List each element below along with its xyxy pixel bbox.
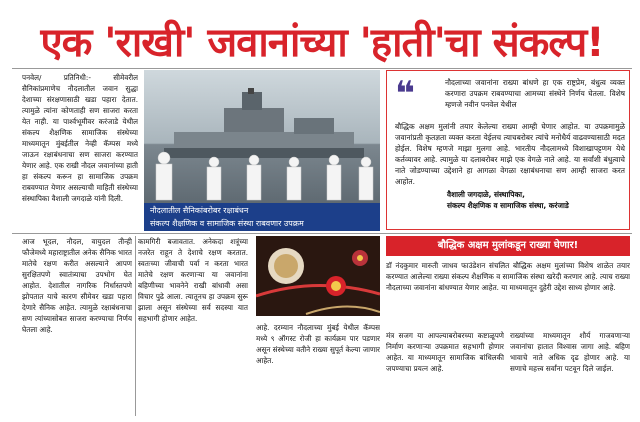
quote-mark-icon: ❝ [395, 74, 415, 114]
rakhi-illustration [256, 236, 380, 316]
rakhi-photo [256, 236, 380, 316]
photo-caption [144, 203, 380, 231]
navy-photo [144, 70, 380, 203]
section-rule [12, 233, 632, 234]
signature-line-1: वैशाली जगदाळे, संस्थापिका, [447, 190, 525, 199]
sailors-illustration [144, 148, 380, 203]
body-column-e: मंत्र सजग या आपल्याबरोबरच्या कष्टाळूपणे निर्माण करणाऱ्या उपक्रमात सहभागी होणार आहेत. या माध्यमातून सामाजिक बांधिलकी जपण्याचा प्रयत्न आहे. [386, 331, 504, 373]
quote-box [386, 70, 630, 230]
body-column-b: कामगिरी बजावतात. अनेकदा शत्रूंच्या नजरेत राहून ते देशाचे रक्षण करतात. स्वतःच्या जीवाची पर्वा न करता भारत मातेचे रक्षण करणाऱ्या या जवानांना बहिणीच्या भावनेने राखी बांधावी असा विचार पुढे आला. त्यातूनच हा उपक्रम सुरू झाला असून संस्थेच्या सर्व सदस्या यात सहभागी होणार आहेत. [138, 237, 248, 323]
caption-line-1: नौदलातील सैनिकांबरोबर रक्षाबंधन [150, 206, 249, 215]
body-column-a: आज भूदल, नौदल, वायुदल तीन्ही फौजेमध्ये महाराष्ट्रातील अनेक सैनिक भारत मातेचे रक्षण करीत असल्याने आपण सुरक्षितपणे स्वातंत्र्याचा उपभोग घेत आहोत. देशातील नागरिक निर्धास्तपणे झोपतात याचे कारण सीमेवर खडा पहारा देणारे सैनिक आहेत. त्यामुळे रक्षाबंधनाचा सण त्यांच्यासोबत साजरा करण्याचा निर्णय घेतला आहे. [22, 237, 132, 334]
quote-signature [447, 189, 627, 211]
headline: एक 'राखी' जवानांच्या 'हाती'चा संकल्प! [40, 19, 604, 66]
column-divider [135, 236, 136, 416]
headline-rule [12, 68, 632, 69]
quote-body: बौद्धिक अक्षम मुलांनी तयार केलेल्या राख्या आम्ही घेणार आहोत. या उपक्रमामुळे जवानांप्रती कृतज्ञता व्यक्त करता येईलच त्याचबरोबर त्यांचे मनोधैर्य वाढवण्यासाठी मदत होईल. विशेष म्हणजे माझा मुलगा आहे. भारतीय नौदलामध्ये विशाखापट्टणम येथे कर्तव्यावर आहे. त्यामुळे या दलाबरोबर माझे एक वेगळे नाते आहे. या सर्वांशी बंधुत्वाचे नाते जोडण्याच्या उद्देशाने हा आगळा वेगळा रक्षाबंधनाचा सण आम्ही साजरा करत आहोत. [395, 122, 625, 186]
caption-line-2: संकल्प शैक्षणिक व सामाजिक संस्था राबवणार उपक्रम [150, 219, 304, 228]
section-banner: बौद्धिक अक्षम मुलांकडून राख्या घेणार! [386, 236, 630, 256]
lead-column: पनवेल/ प्रतिनिधी:- सीमेवरील सैनिकांप्रमाणेच नौदलातील जवान सुद्धा देशाच्या संरक्षणासाठी खडा पहारा देतात. त्यामुळे त्यांना कोणताही सण साजरा करता येत नाही. या पार्श्वभूमीवर करंजाडे येथील संकल्प शैक्षणिक सामाजिक संस्थेच्या माध्यमातून मुंबईतील नेव्ही कॅम्पस मध्ये जाऊन रक्षाबंधनाचा सण साजरा करण्यात येणार आहे. एक राखी नौदल जवानांच्या हाती हा संकल्प करून हा सामाजिक उपक्रम राबवण्यात येणार असल्याची माहिती संस्थेच्या संस्थापिका वैशाली जगदाळे यांनी दिली. [22, 73, 138, 203]
body-column-f: राख्यांच्या माध्यमातून शौर्य गाजवणाऱ्या जवानांचा हातात विश्वास जागा आहे. बहिण भावाचे नाते अधिक दृढ होणार आहे. या सणाचे महत्त्व सर्वांना पटवून दिले जाईल. [510, 331, 630, 373]
body-column-d: डॉ नंदकुमार मारुती जाधव फाउंडेशन संचलित बौद्धिक अक्षम मुलांच्या विशेष शाळेत तयार करण्यात आलेल्या राख्या संकल्प शैक्षणिक व सामाजिक संस्था खरेदी करणार आहे. त्याच राख्या नौदलाच्या जवानांना बांधण्यात येणार आहेत. या माध्यमातून दुहेरी उद्देश साध्य होणार आहे. [386, 261, 630, 292]
quote-intro: नौदलाच्या जवानांना राख्या बांधणे हा एक राष्ट्रप्रेम, बंधुत्व व्यक्त करणारा उपक्रम राबवण्याचा आमच्या संस्थेने निर्णय घेतला. विशेष म्हणजे नवीन पनवेल येथील [445, 78, 625, 109]
body-column-c: आहे. दरम्यान नौदलाच्या मुंबई येथील कॅम्पस मध्ये ९ ऑगस्ट रोजी हा कार्यक्रम पार पडणार असून संस्थेच्या वतीने राख्या सुपूर्त केल्या जाणार आहेत. [256, 323, 380, 365]
signature-line-2: संकल्प शैक्षणिक व सामाजिक संस्था, करंजाडे [447, 201, 569, 210]
